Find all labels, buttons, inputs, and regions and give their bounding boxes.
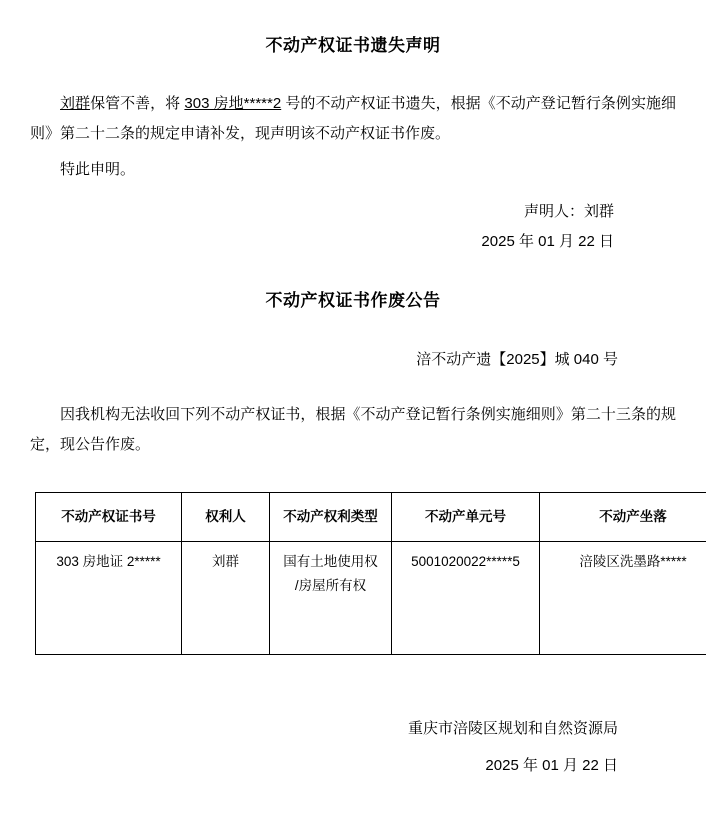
notice-date: 2025 年 01 月 22 日 [30, 752, 676, 781]
cell-owner: 刘群 [182, 542, 270, 655]
declaration-title: 不动产权证书遗失声明 [30, 30, 676, 62]
notice-title: 不动产权证书作废公告 [30, 285, 676, 317]
table-header-cert-no: 不动产权证书号 [36, 493, 182, 542]
cell-right-type-line2: /房屋所有权 [274, 574, 387, 598]
declaration-statement: 特此申明。 [30, 155, 676, 185]
table-header-owner: 权利人 [182, 493, 270, 542]
cell-unit-no: 5001020022*****5 [392, 542, 540, 655]
cell-right-type-line1: 国有土地使用权 [274, 550, 387, 574]
notice-issuer: 重庆市涪陵区规划和自然资源局 [30, 715, 676, 744]
declaration-signer: 声明人：刘群 [30, 197, 676, 227]
table-header-row [36, 493, 706, 542]
declaration-owner-name: 刘群 [60, 95, 90, 112]
certificate-table [35, 492, 706, 655]
cell-right-type [270, 542, 392, 655]
declaration-body-part1: 保管不善，将 [90, 95, 184, 112]
table-header-unit-no: 不动产单元号 [392, 493, 540, 542]
declaration-date: 2025 年 01 月 22 日 [30, 227, 676, 257]
table-header-location: 不动产坐落 [540, 493, 706, 542]
cell-location: 涪陵区洗墨路***** [540, 542, 706, 655]
table-header-right-type: 不动产权利类型 [270, 493, 392, 542]
document-page [0, 30, 706, 837]
declaration-body [30, 89, 676, 149]
notice-doc-number: 涪不动产遗【2025】城 040 号 [30, 346, 676, 375]
table-row [36, 542, 706, 655]
declaration-cert-no: 303 房地*****2 [184, 95, 281, 112]
cell-cert-no: 303 房地证 2***** [36, 542, 182, 655]
notice-body: 因我机构无法收回下列不动产权证书，根据《不动产登记暂行条例实施细则》第二十三条的规定，现公告作废。 [30, 400, 676, 460]
declaration-body-part2: 号的不动产权证书遗失，根据《不动产登记暂行条例实施细则》第二十二条的规定申请补发，现声明该不动产权证书作废。 [30, 95, 676, 142]
